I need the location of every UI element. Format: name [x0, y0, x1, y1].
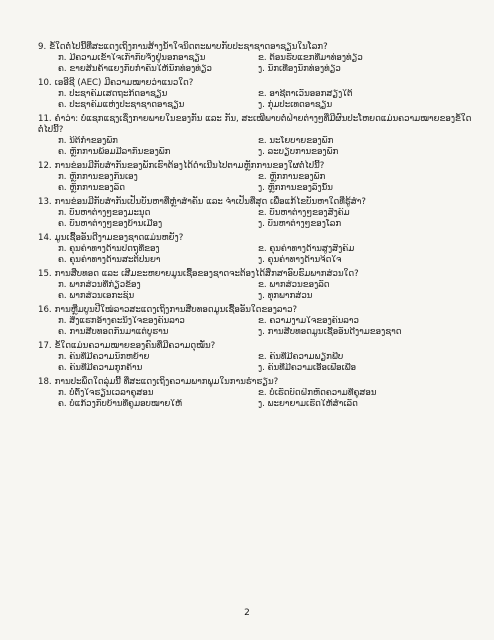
question-text: ການຂ່ອນມີກັບສຳກັນເປັນບັນຫາທີ່ຫຼຳສຳຄັນ ແລະ ຈຳເປັນທີ່ສຸດ ເພື່ອແກ້ໄຂບັນຫາໃດທີ່ຮູ້ສໍາ?: [54, 197, 366, 207]
question-9: [38, 42, 478, 75]
option-c: ຄ. ຄຸນຄ່າທາງດ້ານສະຕິປັນຍາ: [58, 255, 161, 265]
option-a: ກ. ຄຸນຄ່າທາງດ້ານປັດຖຸທີ່ຂອງ: [58, 244, 160, 254]
page-number: 2: [244, 608, 250, 618]
option-d: ງ. ການສືບທອດມູນເຊື້ອອັນດີງາມຂອງຊາດ: [258, 327, 402, 337]
option-c: ຄ. ຫຼັກການຂອງລັດ: [58, 183, 126, 193]
option-a: ກ. ສິ່ງແຮກອ້າງຄະນຶງໃຈຂອງຄົນລາວ: [58, 316, 185, 326]
question-number: 13.: [38, 197, 52, 207]
option-c: ຄ. ປະຊາຄົມແຫ່ງປະຊາຊາດອາຊຽນ: [58, 100, 185, 110]
option-a: ກ. ນິຕິກຳຂອງພັກ: [58, 136, 118, 146]
question-text: ເອອີຊີ (AEC) ມີຄວາມໝາຍວ່າແນວໃດ?: [54, 78, 194, 88]
option-d: ງ. ຄົນທີ່ມີຄວາມເອື້ອເຟື້ອເພື່ອ: [258, 363, 357, 373]
question-text: ການປະພຶດໃດລຸ່ມນີ້ ທີ່ສະແດງເຖິງຄວາມພາກພູມໃນການຮຳຮຽນ?: [54, 377, 279, 387]
option-a: ກ. ບໍ່ຕັ້ງໃຈຮຽນເວລາຄູສອນ: [58, 388, 154, 398]
question-12: [38, 161, 478, 194]
question-number: 10.: [38, 78, 52, 88]
question-text: ຄຳວ່າ: ບໍ່ແຊກແຊງເຊິ່ງກາຍພາຍໃນຂອງກັນ ແລະ ກັນ, ສະເໝີພາບຕໍ່ຝ່າຍຕ່າງໆທີ່ມີຜົນປະໂຫຍດແມ່ນຄວາມໝາຍຂອງຂໍ້ໃດຕໍ່ໄປນີ້?: [38, 114, 472, 135]
question-number: 14.: [38, 233, 52, 243]
option-c: ຄ. ບໍ່ແກ້ວງກັບບ້ານທີ່ຄູມອບໝາຍໃຫ້: [58, 399, 183, 409]
option-b: ຂ. ຄົນທີ່ມີຄວາມພຽກພືບ: [258, 352, 344, 362]
option-a: ກ. ຄົນທີ່ມີຄວາມນັກຫຍ້າຍ: [58, 352, 150, 362]
option-b: ຂ. ຫຼັກການຂອງພັກ: [258, 172, 326, 182]
option-a: ກ. ບັນຫາຕ່າງໆຂອງມະນຸດ: [58, 208, 151, 218]
option-c: ຄ. ການສືບທອດກັນມາແຕ່ບູຮານ: [58, 327, 169, 337]
question-number: 15.: [38, 269, 52, 279]
question-17: [38, 341, 478, 374]
option-a: ກ. ຫຼັກການຂອງກັນເອງ: [58, 172, 138, 182]
option-c: ຄ. ຄົນທີ່ມີຄວາມກູກຄ້ານ: [58, 363, 143, 373]
option-d: ງ. ທຸກພາກສ່ວນ: [258, 291, 313, 301]
option-d: ງ. ພະຍາຍາມເຮັດໃຫ້ສຳເລັດ: [258, 399, 358, 409]
question-number: 16.: [38, 305, 52, 315]
question-10: [38, 78, 478, 111]
option-d: ງ. ຫຼັກການຂອງລັງນັ້ນ: [258, 183, 333, 193]
option-d: ງ. ນັກເທື່ອງນັກທ່ອງທ່ຽວ: [258, 64, 341, 74]
option-a: ກ. ປະຊາຄົມເສດຖະກິດອາຊຽນ: [58, 89, 168, 99]
option-d: ງ. ກຸ່ມປະເທດອາຊຽນ: [258, 100, 333, 110]
question-13: [38, 197, 478, 230]
question-text: ຂໍ້ໃດຕໍ່ໄປນີ້ທີ່ສະແດງເຖິງການສ້າງນໍ້າໃຈນິດຕະພາບກັບປະຊາຊາດອາຊຽນໃນໂລກ?: [49, 42, 328, 52]
question-text: ການຂ່ອນມີກັບສຳກັນຂອງພັກເຮົາຕ້ອງໄດ້ດຳເນີນໄປຕາມຫຼັກການຂອງໃຜຕໍ່ໄປນີ້?: [54, 161, 325, 171]
option-d: ງ. ຄຸນຄ່າທາງດ້ານຈິດໃຈ: [258, 255, 342, 265]
option-b: ຂ. ອາຊີຕາເວັນອອກສຽງໃຕ້: [258, 89, 353, 99]
question-number: 18.: [38, 377, 52, 387]
question-15: [38, 269, 478, 302]
option-a: ກ. ພາກສ່ວນທີ່ກ່ຽວຂ້ອງ: [58, 280, 141, 290]
question-number: 9.: [38, 42, 47, 52]
option-d: ງ. ລະບຽບການຂອງພັກ: [258, 147, 339, 157]
option-b: ຂ. ຄວາມງາມໃຈຂອງຄົນລາວ: [258, 316, 359, 326]
option-b: ຂ. ພາກສ່ວນຂອງລັດ: [258, 280, 330, 290]
option-c: ຄ. ຫຼັກການພ້ອມມືລາກັນຂອງພັກ: [58, 147, 171, 157]
question-11: [38, 114, 478, 158]
option-a: ກ. ມີຄວາມເຂົ້າໃຈເກົ່າກັບຈຶ່ງຢູ່ນອກອາຊຽນ: [58, 53, 206, 63]
option-b: ຂ. ຄຸນຄ່າທາງດ້ານສູງສັງຄົມ: [258, 244, 355, 254]
option-c: ຄ. ຂາຍສິນຄ້າແຍງກັບກຳຄັນໃຫ້ນັກທ່ອງທ່ຽວ: [58, 64, 212, 74]
question-text: ການສືບທອດ ແລະ ເສີມຂະຫຍາຍມູນເຊື້ອຂອງຊາດຈະຕ້ອງໄດ້ສຶກສາອົບຮົມພາກສ່ວນໃດ?: [54, 269, 359, 279]
option-d: ງ. ບັນຫາຕ່າງໆຂອງໂລກ: [258, 219, 342, 229]
question-text: ການຫຼີ່ມບູນປີໃໝ່ລາວສະແດງເຖິງການສືບທອດມູນເຊື້ອອັນໃດຂອງລາວ?: [54, 305, 298, 315]
option-c: ຄ. ບັນຫາຕ່າງໆຂອງບ້ານເມືອງ: [58, 219, 163, 229]
option-b: ຂ. ບໍ່ເຮັດບົດຝຶກຫັດຄວາມທີ່ຄູສອນ: [258, 388, 377, 398]
option-c: ຄ. ພາກສ່ວນເອກະຊົນ: [58, 291, 135, 301]
question-text: ມູນເຊື້ອອັນດີງາມຂອງຊາດແມ່ນຫຍັງ?: [54, 233, 184, 243]
question-14: [38, 233, 478, 266]
question-number: 11.: [38, 114, 52, 124]
option-b: ຂ. ຕ້ອນຮັບແຂກທີ່ມາທ່ອງທ່ຽວ: [258, 53, 363, 63]
question-18: [38, 377, 478, 410]
question-number: 17.: [38, 341, 52, 351]
option-b: ຂ. ນະໂຍບາຍຂອງພັກ: [258, 136, 334, 146]
question-number: 12.: [38, 161, 52, 171]
option-b: ຂ. ບັນຫາຕ່າງໆຂອງສັງຄົມ: [258, 208, 350, 218]
question-list: [38, 42, 478, 410]
question-16: [38, 305, 478, 338]
question-text: ຂໍ້ໃດແມ່ນຄວາມໝາຍຂອງຄົນທີ່ມີຄວາມດຸໝັ່ນ?: [54, 341, 216, 351]
